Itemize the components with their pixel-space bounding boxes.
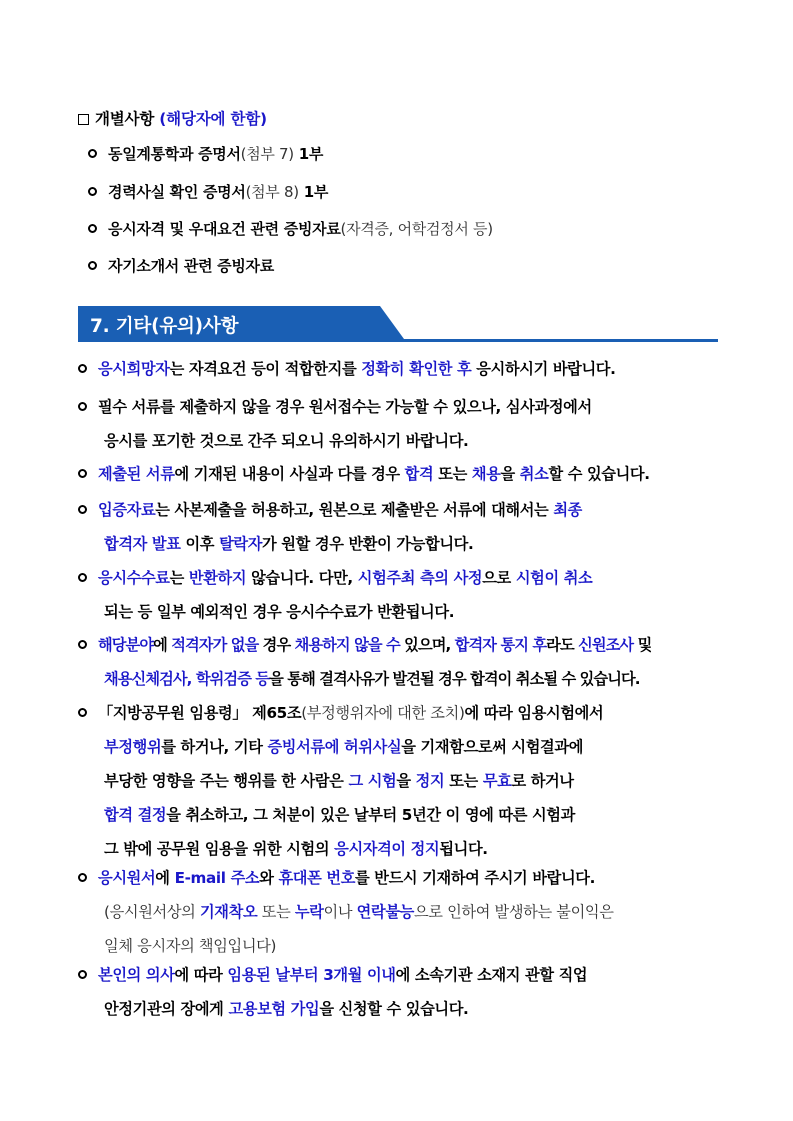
highlight-text: 휴대폰 번호 <box>278 869 356 887</box>
note-line <box>78 527 723 561</box>
note-text: 필수 서류를 제출하지 않을 경우 원서접수는 가능할 수 있으나, 심사과정에서 <box>98 398 592 416</box>
highlight-text: 해당분야 <box>98 636 154 654</box>
circle-bullet-icon <box>88 149 97 158</box>
highlight-text: 응시수수료 <box>98 569 170 587</box>
note-text: 으로 <box>482 569 516 587</box>
note-text: 응시를 포기한 것으로 간주 되오니 유의하시기 바랍니다. <box>104 432 469 450</box>
circle-bullet-icon <box>78 970 87 979</box>
heading-qualifier: (해당자에 한함) <box>159 110 267 128</box>
highlight-text: 채용신체검사, 학위검증 등 <box>104 670 270 688</box>
highlight-text: 누락 <box>294 903 324 921</box>
note-item <box>78 457 723 491</box>
note-item <box>78 628 723 696</box>
highlight-text: 합격자 발표 <box>104 535 181 553</box>
note-text: 이후 <box>180 535 220 553</box>
note-text: 을 취소하고, 그 처분이 있은 날부터 5년간 이 영에 따른 시험과 <box>166 806 575 824</box>
note-line <box>78 493 723 527</box>
highlight-text: 무효 <box>482 772 512 790</box>
note-text: 를 반드시 기재하여 주시기 바랍니다. <box>355 869 596 887</box>
highlight-text: 임용된 날부터 3개월 이내 <box>227 966 396 984</box>
note-line <box>78 595 723 629</box>
checkbox-square-icon <box>78 114 89 125</box>
highlight-text: 취소 <box>519 465 549 483</box>
note-line <box>78 958 723 992</box>
note-text: 을 <box>500 465 520 483</box>
note-text: 일체 응시자의 책임입니다) <box>104 937 277 955</box>
note-text: 에 <box>155 869 175 887</box>
note-line <box>78 457 723 491</box>
note-line <box>78 628 723 662</box>
note-text: 는 자격요건 등이 적합한지를 <box>169 360 362 378</box>
note-item <box>78 390 723 458</box>
note-text: 응시하시기 바랍니다. <box>471 360 616 378</box>
circle-bullet-icon <box>78 505 87 514</box>
circle-bullet-icon <box>88 187 97 196</box>
note-text: 을 기재함으로써 시험결과에 <box>401 738 584 756</box>
highlight-text: E-mail 주소 <box>174 869 260 887</box>
highlight-text: 채용하지 않을 수 <box>294 636 400 654</box>
highlight-text: 응시자격이 정지 <box>334 840 440 858</box>
note-item <box>78 493 723 561</box>
highlight-text: 합격 결정 <box>104 806 167 824</box>
note-text: 또는 <box>444 772 483 790</box>
list-item: 자기소개서 관련 증빙자료 <box>88 255 274 276</box>
note-line <box>78 662 723 696</box>
circle-bullet-icon <box>78 402 87 411</box>
note-line <box>78 696 723 730</box>
note-line <box>78 424 723 458</box>
highlight-text: 연락불능 <box>356 903 414 921</box>
note-line <box>78 798 723 832</box>
note-line <box>78 390 723 424</box>
note-item <box>78 861 723 963</box>
note-text: 되는 등 일부 예외적인 경우 응시수수료가 반환됩니다. <box>104 603 455 621</box>
circle-bullet-icon <box>78 873 87 882</box>
highlight-text: 응시희망자 <box>98 360 170 378</box>
heading-label: 개별사항 <box>95 110 155 128</box>
note-text: 에 따라 <box>174 966 228 984</box>
highlight-text: 최종 <box>553 501 582 519</box>
highlight-text: 그 시험 <box>348 772 397 790</box>
note-line <box>78 992 723 1026</box>
note-text: 있으며, <box>399 636 455 654</box>
note-text: 경우 <box>258 636 295 654</box>
note-line <box>78 561 723 595</box>
note-line <box>78 861 723 895</box>
highlight-text: 본인의 의사 <box>98 966 175 984</box>
highlight-text: 합격 <box>404 465 434 483</box>
circle-bullet-icon <box>78 364 87 373</box>
highlight-text: 기재착오 <box>199 903 258 921</box>
note-text: 그 밖에 공무원 임용을 위한 시험의 <box>104 840 335 858</box>
highlight-text: 합격자 통지 후 <box>454 636 547 654</box>
highlight-text: 부정행위 <box>104 738 162 756</box>
highlight-text: 시험주최 측의 사정 <box>357 569 483 587</box>
note-text: 을 <box>396 772 416 790</box>
highlight-text: 적격자가 없을 <box>171 636 259 654</box>
note-text: 로 하거나 <box>511 772 574 790</box>
note-text: 됩니다. <box>439 840 488 858</box>
list-item: 응시자격 및 우대요건 관련 증빙자료(자격증, 어학검정서 등) <box>88 218 493 239</box>
note-text: 안정기관의 장에게 <box>104 1000 229 1018</box>
note-text: 할 수 있습니다. <box>548 465 650 483</box>
highlight-text: 제출된 서류 <box>98 465 175 483</box>
circle-bullet-icon <box>78 573 87 582</box>
note-text: 를 하거나, 기타 <box>161 738 268 756</box>
circle-bullet-icon <box>78 469 87 478</box>
note-text: 에 따라 임용시험에서 <box>464 704 604 722</box>
highlight-text: 시험이 취소 <box>515 569 593 587</box>
highlight-text: 정확히 확인한 후 <box>361 360 472 378</box>
note-text: (부정행위자에 대한 조치) <box>301 704 465 722</box>
note-text: 가 원할 경우 반환이 가능합니다. <box>262 535 474 553</box>
highlight-text: 응시원서 <box>98 869 156 887</box>
note-text: 및 <box>633 636 652 654</box>
highlight-text: 고용보험 가입 <box>228 1000 320 1018</box>
note-text: 에 소속기관 소재지 관할 직업 <box>395 966 588 984</box>
note-text: 「지방공무원 임용령」 제65조 <box>98 704 302 722</box>
highlight-text: 신원조사 <box>578 636 634 654</box>
note-text: 에 기재된 내용이 사실과 다를 경우 <box>174 465 405 483</box>
note-text: 라도 <box>546 636 579 654</box>
circle-bullet-icon <box>78 640 87 649</box>
section-7-banner <box>78 306 718 342</box>
note-line <box>78 730 723 764</box>
note-text: 이나 <box>323 903 357 921</box>
note-item <box>78 561 723 629</box>
note-text: 와 <box>259 869 279 887</box>
circle-bullet-icon <box>88 261 97 270</box>
list-item: 경력사실 확인 증명서(첨부 8) 1부 <box>88 181 328 202</box>
note-text: 부당한 영향을 주는 행위를 한 사람은 <box>104 772 349 790</box>
section-title: 7. 기타(유의)사항 <box>90 316 239 337</box>
note-item <box>78 958 723 1026</box>
individual-requirements-heading <box>78 107 267 129</box>
note-item <box>78 696 723 866</box>
note-text: 는 <box>169 569 189 587</box>
highlight-text: 증빙서류에 허위사실 <box>267 738 402 756</box>
circle-bullet-icon <box>88 224 97 233</box>
highlight-text: 반환하지 <box>188 569 247 587</box>
note-item <box>78 352 723 386</box>
highlight-text: 채용 <box>471 465 501 483</box>
list-item: 동일계통학과 증명서(첨부 7) 1부 <box>88 143 323 164</box>
highlight-text: 탈락자 <box>219 535 263 553</box>
note-text: 않습니다. 다만, <box>246 569 358 587</box>
circle-bullet-icon <box>78 708 87 717</box>
note-text: 에 <box>153 636 172 654</box>
note-text: 는 사본제출을 허용하고, 원본으로 제출받은 서류에 대해서는 <box>155 501 554 519</box>
note-text: 으로 인하여 발생하는 불이익은 <box>413 903 614 921</box>
highlight-text: 정지 <box>415 772 445 790</box>
note-line <box>78 764 723 798</box>
note-text: 또는 <box>433 465 472 483</box>
note-line <box>78 895 723 929</box>
note-text: (응시원서상의 <box>104 903 200 921</box>
note-text: 을 신청할 수 있습니다. <box>319 1000 469 1018</box>
note-text: 또는 <box>257 903 295 921</box>
highlight-text: 입증자료 <box>98 501 156 519</box>
note-line <box>78 352 723 386</box>
note-text: 을 통해 결격사유가 발견될 경우 합격이 취소될 수 있습니다. <box>269 670 640 688</box>
